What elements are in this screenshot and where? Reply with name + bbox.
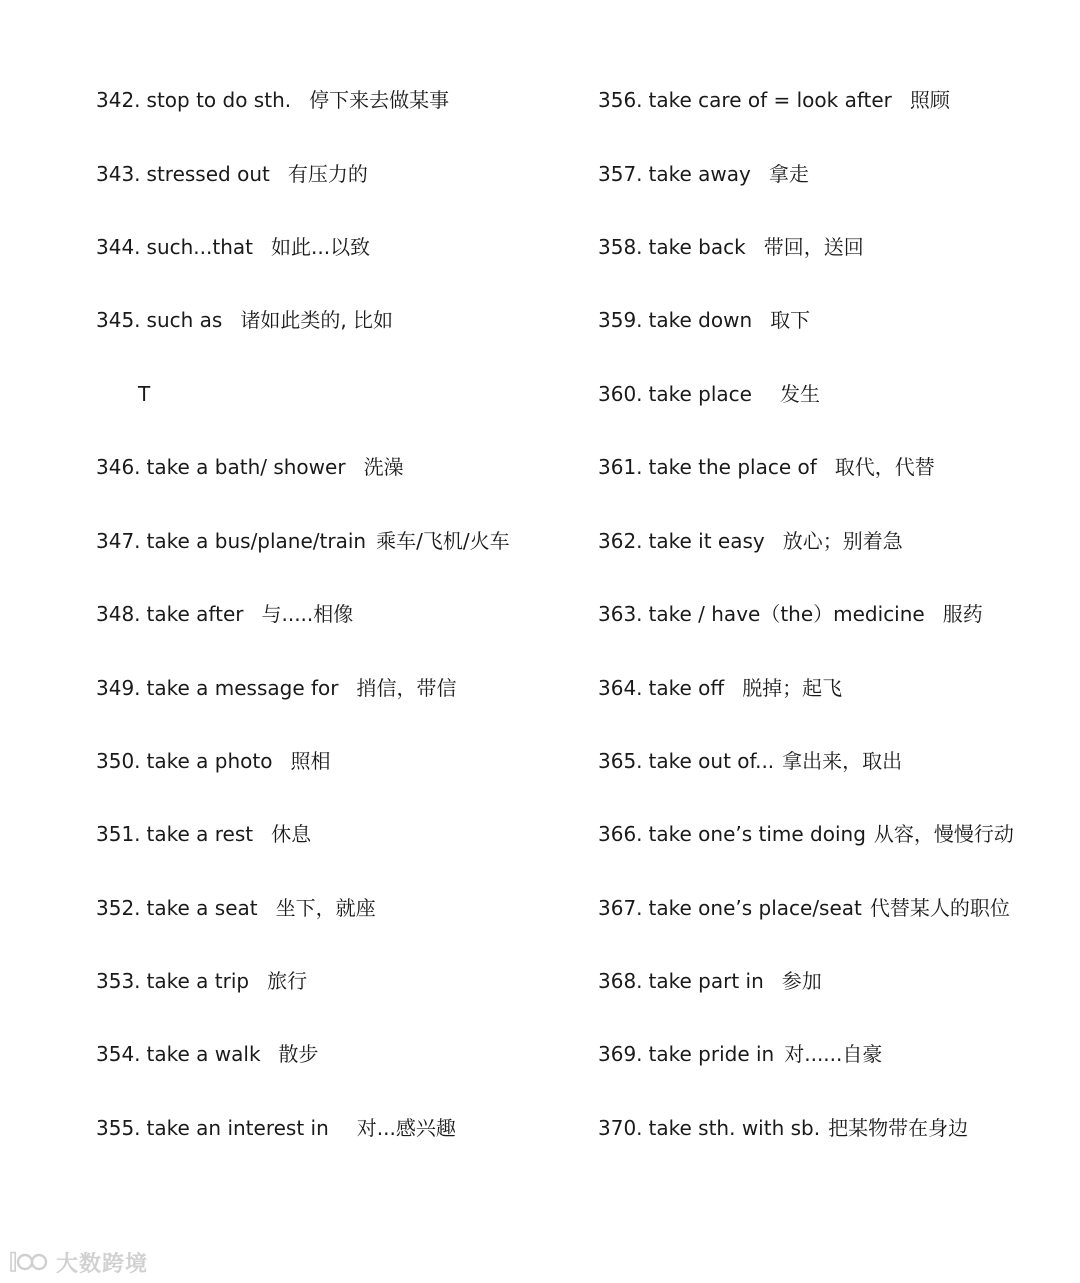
item-phrase: take it easy	[648, 529, 765, 553]
list-item	[598, 1114, 968, 1142]
item-number: 342.	[96, 88, 141, 112]
item-phrase: take sth. with sb.	[648, 1116, 821, 1140]
item-number: 358.	[598, 235, 643, 259]
watermark-text: 大数跨境	[56, 1251, 149, 1277]
list-item	[598, 306, 810, 334]
item-meaning: 坐下，就座	[275, 896, 376, 920]
item-number: 367.	[598, 896, 643, 920]
item-number: 350.	[96, 749, 141, 773]
watermark	[8, 1247, 148, 1277]
item-meaning: 服药	[942, 602, 983, 626]
item-meaning: 拿走	[768, 162, 809, 186]
item-phrase: take an interest in	[146, 1116, 329, 1140]
item-meaning: 散步	[278, 1042, 319, 1066]
list-item	[598, 747, 902, 775]
item-meaning: 从容，慢慢行动	[873, 822, 1014, 846]
item-meaning: 发生	[779, 382, 820, 406]
item-number: 369.	[598, 1042, 643, 1066]
list-item	[96, 894, 376, 922]
list-item	[96, 674, 457, 702]
item-phrase: take a bus/plane/train	[146, 529, 367, 553]
list-item	[96, 86, 449, 114]
list-item	[96, 747, 330, 775]
item-number: 346.	[96, 455, 141, 479]
list-item	[96, 820, 311, 848]
list-item	[598, 233, 864, 261]
list-item	[96, 453, 404, 481]
item-meaning: 对...感兴趣	[356, 1116, 456, 1140]
item-number: 343.	[96, 162, 141, 186]
item-number: 360.	[598, 382, 643, 406]
item-number: 362.	[598, 529, 643, 553]
item-phrase: take a seat	[146, 896, 258, 920]
list-item	[96, 600, 353, 628]
item-number: 355.	[96, 1116, 141, 1140]
list-item	[598, 600, 983, 628]
list-item	[96, 160, 368, 188]
item-meaning: 取下	[770, 308, 811, 332]
item-number: 359.	[598, 308, 643, 332]
item-meaning: 把某物带在身边	[828, 1116, 969, 1140]
item-number: 364.	[598, 676, 643, 700]
list-item	[96, 233, 370, 261]
item-meaning: 与.....相像	[261, 602, 354, 626]
list-item	[598, 820, 1014, 848]
item-meaning: 诸如此类的, 比如	[240, 308, 394, 332]
item-phrase: take one’s place/seat	[648, 896, 862, 920]
item-meaning: 休息	[271, 822, 312, 846]
svg-text:l: l	[9, 1249, 19, 1275]
item-phrase: take / have（the）medicine	[648, 602, 925, 626]
item-meaning: 代替某人的职位	[869, 896, 1010, 920]
item-phrase: take out of...	[648, 749, 775, 773]
list-item	[598, 967, 822, 995]
item-number: 357.	[598, 162, 643, 186]
list-item	[96, 1114, 456, 1142]
item-number: 352.	[96, 896, 141, 920]
list-item	[598, 453, 935, 481]
item-phrase: take part in	[648, 969, 764, 993]
list-item	[96, 306, 393, 334]
item-phrase: take a walk	[146, 1042, 261, 1066]
item-meaning: 带回，送回	[763, 235, 864, 259]
item-phrase: such as	[146, 308, 223, 332]
item-number: 361.	[598, 455, 643, 479]
item-number: 366.	[598, 822, 643, 846]
item-phrase: take down	[648, 308, 753, 332]
item-meaning: 旅行	[267, 969, 308, 993]
item-number: 345.	[96, 308, 141, 332]
item-phrase: take a message for	[146, 676, 339, 700]
list-item	[598, 1040, 882, 1068]
item-meaning: 放心；别着急	[782, 529, 903, 553]
item-number: 370.	[598, 1116, 643, 1140]
item-meaning: 如此...以致	[271, 235, 371, 259]
list-item	[96, 1040, 319, 1068]
item-number: 365.	[598, 749, 643, 773]
item-meaning: 取代，代替	[834, 455, 935, 479]
item-phrase: take one’s time doing	[648, 822, 866, 846]
item-number: 363.	[598, 602, 643, 626]
item-phrase: take the place of	[648, 455, 817, 479]
item-phrase: stop to do sth.	[146, 88, 292, 112]
list-item	[598, 894, 1010, 922]
item-number: 356.	[598, 88, 643, 112]
item-phrase: take a bath/ shower	[146, 455, 346, 479]
item-meaning: 乘车/飞机/火车	[376, 529, 510, 553]
item-phrase: take a photo	[146, 749, 273, 773]
item-meaning: 有压力的	[287, 162, 368, 186]
item-phrase: take back	[648, 235, 746, 259]
item-number: 348.	[96, 602, 141, 626]
item-phrase: take care of = look after	[648, 88, 892, 112]
list-item	[598, 86, 950, 114]
list-item	[96, 527, 510, 555]
list-item	[598, 527, 903, 555]
item-number: 347.	[96, 529, 141, 553]
item-phrase: take away	[648, 162, 751, 186]
item-number: 368.	[598, 969, 643, 993]
item-meaning: 洗澡	[363, 455, 404, 479]
item-meaning: 脱掉；起飞	[742, 676, 843, 700]
list-item	[96, 967, 307, 995]
item-number: 353.	[96, 969, 141, 993]
item-phrase: stressed out	[146, 162, 270, 186]
item-meaning: 照相	[290, 749, 331, 773]
item-phrase: take after	[146, 602, 244, 626]
item-phrase: take a rest	[146, 822, 254, 846]
item-phrase: take pride in	[648, 1042, 775, 1066]
item-phrase: take place	[648, 382, 752, 406]
item-meaning: 停下来去做某事	[309, 88, 450, 112]
item-meaning: 拿出来，取出	[782, 749, 903, 773]
item-meaning: 参加	[781, 969, 822, 993]
list-item	[598, 674, 842, 702]
list-item	[598, 160, 809, 188]
item-meaning: 对......自豪	[784, 1042, 883, 1066]
item-meaning: 捎信，带信	[356, 676, 457, 700]
item-phrase: take a trip	[146, 969, 250, 993]
item-meaning: 照顾	[909, 88, 950, 112]
item-number: 344.	[96, 235, 141, 259]
item-number: 351.	[96, 822, 141, 846]
section-letter: T	[138, 382, 151, 406]
item-phrase: such...that	[146, 235, 253, 259]
list-item	[598, 380, 820, 408]
logo-icon	[8, 1249, 52, 1275]
item-number: 354.	[96, 1042, 141, 1066]
item-number: 349.	[96, 676, 141, 700]
item-phrase: take off	[648, 676, 725, 700]
